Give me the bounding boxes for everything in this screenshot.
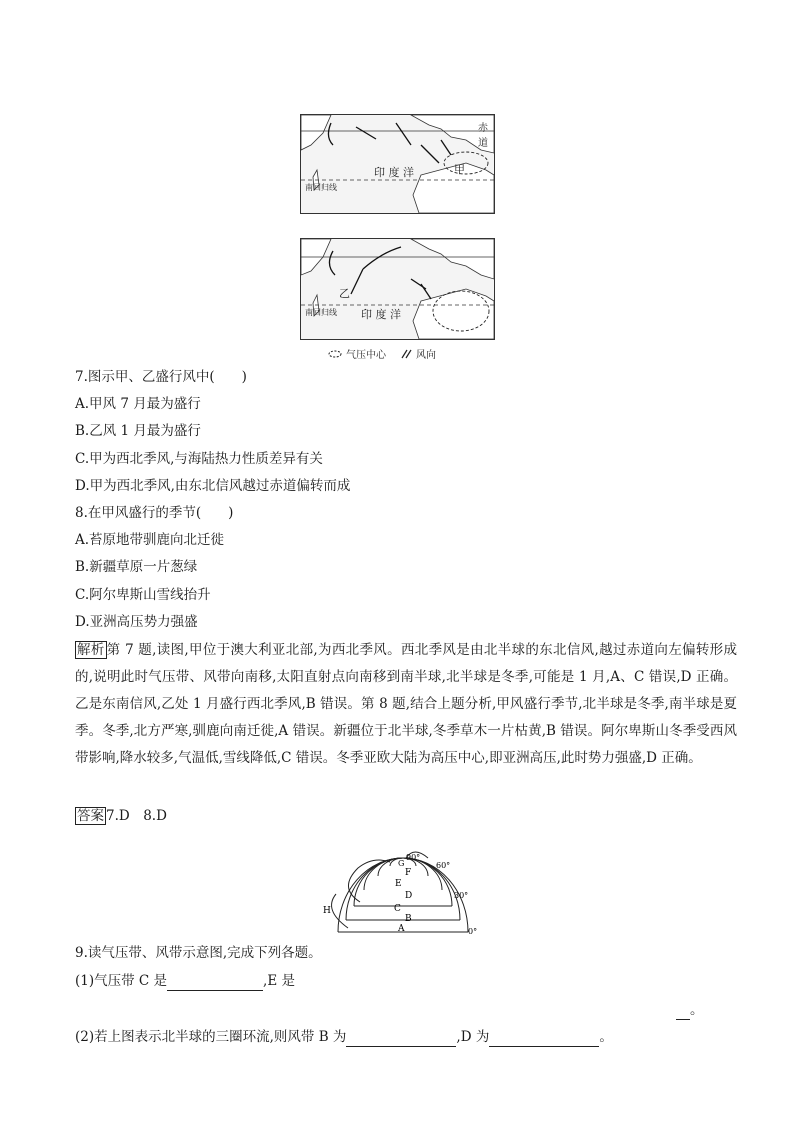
lat-label-30: 30° [454, 891, 469, 900]
lat-label-0: 0° [468, 927, 478, 936]
dashed-ellipse-icon [328, 350, 342, 358]
tropic-label: 南回归线 [305, 183, 337, 192]
map-january [300, 114, 495, 214]
wind-arrow-icon [328, 123, 451, 163]
map-legend [328, 346, 436, 361]
q7-stem: 7.图示甲、乙盛行风中( ) [75, 369, 247, 385]
diagram-label-g: G [398, 859, 405, 868]
q7-option-a: A.甲风 7 月最为盛行 [75, 396, 201, 412]
legend-wind-direction: 风向 [400, 346, 436, 361]
q9-sub2: (2)若上图表示北半球的三圈环流,则风带 B 为 ,D 为 。 [75, 1029, 613, 1045]
q8-option-a: A.苔原地带驯鹿向北迁徙 [75, 532, 225, 548]
diagram-label-c: C [394, 904, 401, 914]
answer-text: 7.D 8.D [106, 808, 167, 824]
q9-sub1-continuation: 。 [676, 1000, 704, 1020]
answer-line [75, 806, 167, 826]
q8-option-c: C.阿尔卑斯山雪线抬升 [75, 587, 211, 603]
equator-label: 赤道 [478, 123, 488, 149]
q7-option-b: B.乙风 1 月最为盛行 [75, 423, 201, 439]
diagram-label-h: H [323, 906, 331, 916]
analysis-tag: 解析 [77, 642, 105, 658]
lat-label-90: 90° [406, 853, 421, 862]
answer-tag: 答案 [77, 808, 104, 824]
wind-arrow-icon [400, 349, 412, 359]
map-2-drawing [301, 239, 494, 339]
diagram-label-e: E [395, 879, 402, 889]
q9-blank-d[interactable] [489, 1032, 599, 1047]
q8-option-b: B.新疆草原一片葱绿 [75, 559, 198, 575]
ocean-label: 印 度 洋 [374, 166, 414, 179]
q7-option-c: C.甲为西北季风,与海陆热力性质差异有关 [75, 451, 323, 467]
q9-blank-e[interactable] [676, 1005, 690, 1020]
lat-label-60: 60° [436, 861, 451, 870]
q8-option-d: D.亚洲高压势力强盛 [75, 614, 198, 630]
wind-yi-label: 乙 [339, 287, 350, 300]
q9-sub1: (1)气压带 C 是 ,E 是 [75, 973, 295, 989]
analysis-block [75, 637, 737, 772]
wind-jia-label: 甲 [454, 163, 465, 176]
pressure-belt-diagram [318, 848, 488, 936]
q9-blank-c[interactable] [167, 976, 263, 991]
diagram-label-b: B [405, 914, 412, 924]
diagram-label-f: F [405, 868, 412, 878]
diagram-label-a: A [398, 924, 405, 934]
tropic-label: 南回归线 [305, 308, 337, 317]
q8-stem: 8.在甲风盛行的季节( ) [75, 505, 234, 521]
diagram-label-d: D [405, 891, 413, 901]
q9-blank-b[interactable] [346, 1032, 456, 1047]
q7-option-d: D.甲为西北季风,由东北信风越过赤道偏转而成 [75, 478, 351, 494]
map-july [300, 238, 495, 340]
ocean-label: 印 度 洋 [361, 308, 401, 321]
q9-stem: 9.读气压带、风带示意图,完成下列各题。 [75, 945, 322, 961]
analysis-text: 第 7 题,读图,甲位于澳大利亚北部,为西北季风。西北季风是由北半球的东北信风,越过赤道向左偏转形成的,说明此时气压带、风带向南移,太阳直射点向南移到南半球,北半球是冬季,可能是 1 月,A、C 错误,D 正确。乙是东南信风,乙处 1 月盛行西北季风,B 错误。第 8 题,结合上题分析,甲风盛行季节,北半球是冬季,南半球是夏季。冬季,北方严寒,驯鹿向南迁徙,A 错误。新疆位于北半球,冬季草木一片枯黄,B 错误。阿尔卑斯山冬季受西风带影响,降水较多,气温低,雪线降低,C 错误。冬季亚欧大陆为高压中心,即亚洲高压,此时势力强盛,D 正确。 [75, 642, 738, 766]
legend-pressure-center: 气压中心 [328, 346, 386, 361]
